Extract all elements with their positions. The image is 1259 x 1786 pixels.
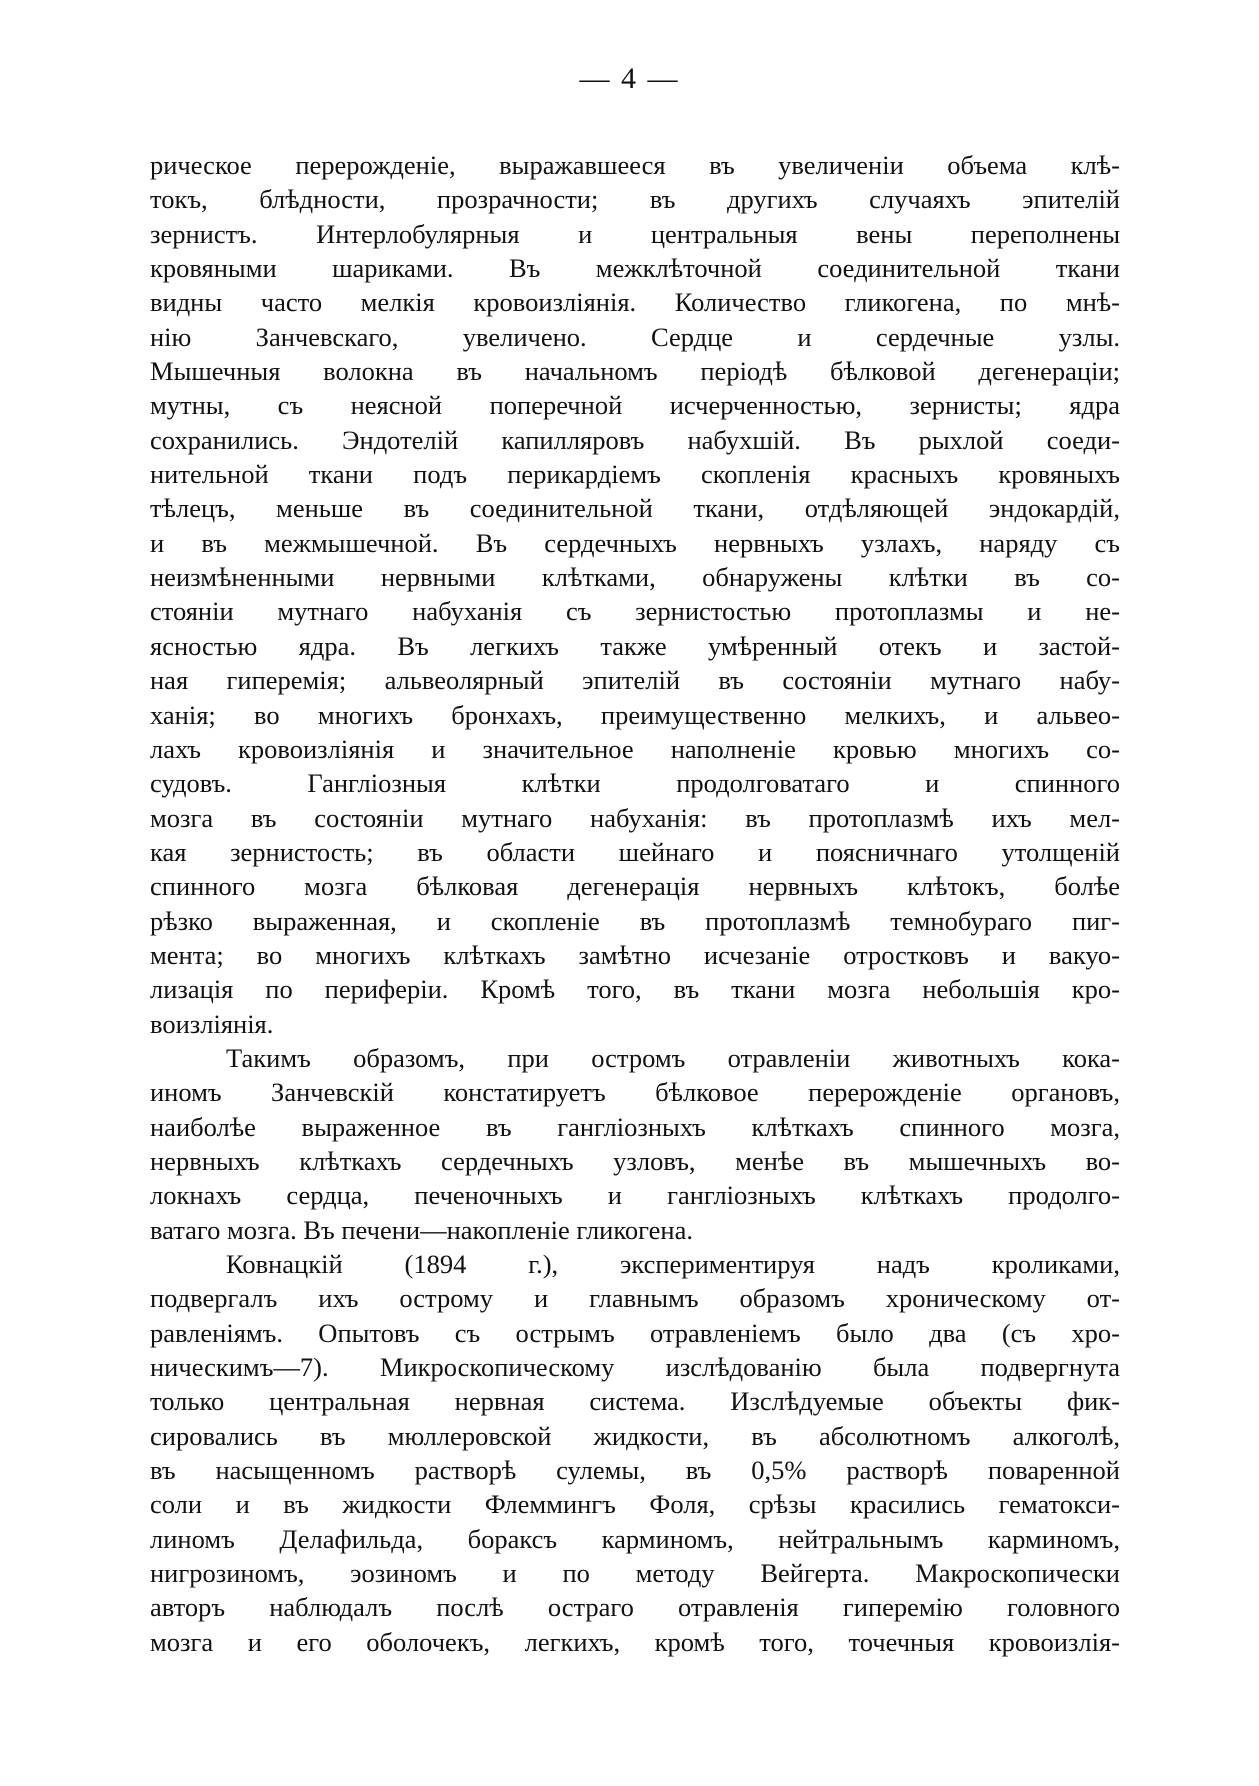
text-line: неизмѣненными нервными клѣтками, обнаружены клѣтки въ со- xyxy=(150,562,1120,593)
text-line: рѣзко выраженная, и скопленіе въ протоплазмѣ темнобураго пиг- xyxy=(150,905,1120,936)
text-line: локнахъ сердца, печеночныхъ и ганглiозныхъ клѣткахъ продолго- xyxy=(150,1180,1120,1211)
text-line: въ насыщенномъ растворѣ сулемы, въ 0,5% растворѣ поваренной xyxy=(150,1455,1120,1486)
text-line: мозга и его оболочекъ, легкихъ, кромѣ того, точечныя кровоизлія- xyxy=(150,1626,1120,1657)
text-line: рическое перерожденіе, выражавшееся въ увеличеніи объема клѣ- xyxy=(150,150,1120,180)
text-line: спинного мозга бѣлковая дегенерація нервныхъ клѣтокъ, болѣе xyxy=(150,871,1120,902)
text-line: кая зернистость; въ области шейнаго и поясничнаго утолщеній xyxy=(150,836,1120,867)
text-line: мента; во многихъ клѣткахъ замѣтно исчезаніе отростковъ и вакуо- xyxy=(150,939,1120,970)
text-line: наиболѣе выраженное въ ганглiозныхъ клѣткахъ спинного мозга, xyxy=(150,1111,1120,1142)
text-line: воизліянія. xyxy=(150,1008,274,1039)
text-line: мозга въ состояніи мутнаго набуханія: въ протоплазмѣ ихъ мел- xyxy=(150,802,1120,833)
text-line: судовъ. Гангліозныя клѣтки продолговатаго и спинного xyxy=(150,768,1120,799)
text-line: и въ межмышечной. Въ сердечныхъ нервныхъ узлахъ, наряду съ xyxy=(150,527,1120,558)
text-line: ная гиперемія; альвеолярный эпителій въ состояніи мутнаго набу- xyxy=(150,665,1120,696)
text-line: токъ, блѣдности, прозрачности; въ другихъ случаяхъ эпителій xyxy=(150,184,1120,215)
text-line: только центральная нервная система. Изслѣдуемые объекты фик- xyxy=(150,1386,1120,1417)
text-line: ханія; во многихъ бронхахъ, преимущественно мелкихъ, и альвео- xyxy=(150,699,1120,730)
text-line: Мышечныя волокна въ начальномъ періодѣ бѣлковой дегенераціи; xyxy=(150,356,1120,387)
text-line: авторъ наблюдалъ послѣ остраго отравленія гиперемію головного xyxy=(150,1592,1120,1623)
text-line: ническимъ—7). Микроскопическому изслѣдованію была подвергнута xyxy=(150,1352,1120,1383)
text-line: видны часто мелкія кровоизліянія. Количество гликогена, по мнѣ- xyxy=(150,287,1120,318)
text-line: сохранились. Эндотелій капилляровъ набухшій. Въ рыхлой соеди- xyxy=(150,424,1120,455)
text-line: Ковнацкій (1894 г.), экспериментируя надъ кроликами, xyxy=(226,1249,1120,1279)
text-line: равленіямъ. Опытовъ съ острымъ отравленіемъ было два (съ хро- xyxy=(150,1317,1120,1348)
text-line: нервныхъ клѣткахъ сердечныхъ узловъ, менѣе въ мышечныхъ во- xyxy=(150,1145,1120,1176)
text-line: лизація по периферіи. Кромѣ того, въ ткани мозга небольшія кро- xyxy=(150,974,1120,1005)
text-line: лахъ кровоизліянія и значительное наполненіе кровью многихъ со- xyxy=(150,733,1120,764)
text-line: тѣлецъ, меньше въ соединительной ткани, отдѣляющей эндокардій, xyxy=(150,493,1120,524)
text-line: ватаго мозга. Въ печени—накопленіе гликогена. xyxy=(150,1214,693,1245)
text-line: Такимъ образомъ, при остромъ отравленіи животныхъ кока- xyxy=(226,1042,1120,1073)
text-line: иномъ Занчевскій констатируетъ бѣлковое перерожденіе органовъ, xyxy=(150,1077,1120,1108)
text-line: ясностью ядра. Въ легкихъ также умѣренный отекъ и застой- xyxy=(150,630,1120,661)
text-line: мутны, съ неясной поперечной исчерченностью, зернисты; ядра xyxy=(150,390,1120,421)
page-number: — 4 — xyxy=(579,62,680,95)
page-text xyxy=(150,148,1120,1659)
text-line: соли и въ жидкости Флеммингъ Фоля, срѣзы красились гематокси- xyxy=(150,1489,1120,1520)
text-line: нигрозиномъ, эозиномъ и по методу Вейгерта. Макроскопически xyxy=(150,1558,1120,1589)
text-line: подвергалъ ихъ острому и главнымъ образомъ хроническому от- xyxy=(150,1283,1120,1314)
text-line: линомъ Делафильда, бораксъ карминомъ, нейтральнымъ карминомъ, xyxy=(150,1523,1120,1554)
text-line: сировались въ мюллеровской жидкости, въ абсолютномъ алкоголѣ, xyxy=(150,1420,1120,1451)
text-line: нительной ткани подъ перикардіемъ скопленія красныхъ кровяныхъ xyxy=(150,459,1120,490)
text-line: кровяными шариками. Въ межклѣточной соединительной ткани xyxy=(150,253,1120,284)
text-line: стояніи мутнаго набуханія съ зернистостью протоплазмы и не- xyxy=(150,596,1120,627)
text-line: зернистъ. Интерлобулярныя и центральныя вены переполнены xyxy=(150,218,1120,249)
text-line: нію Занчевскаго, увеличено. Сердце и сердечные узлы. xyxy=(150,321,1120,352)
